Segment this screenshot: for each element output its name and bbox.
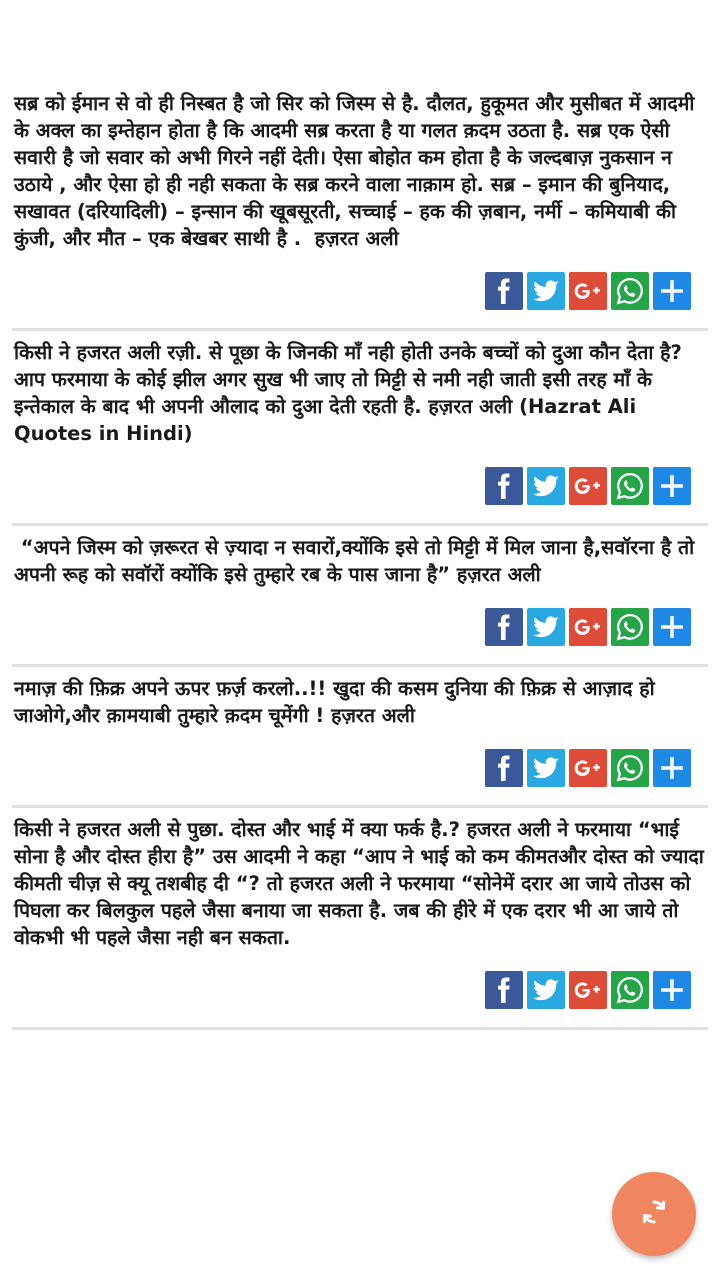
share-bar [12, 608, 708, 646]
share-more-button[interactable] [653, 608, 691, 646]
share-more-button[interactable] [653, 749, 691, 787]
facebook-icon [491, 278, 517, 304]
share-twitter-button[interactable] [527, 272, 565, 310]
share-twitter-button[interactable] [527, 971, 565, 1009]
facebook-icon [491, 473, 517, 499]
share-facebook-button[interactable] [485, 608, 523, 646]
share-more-button[interactable] [653, 467, 691, 505]
share-plus-icon [659, 977, 685, 1003]
refresh-fab[interactable] [612, 1172, 696, 1256]
quote-card [0, 337, 720, 532]
quote-card [0, 88, 720, 337]
share-google-plus-button[interactable] [569, 272, 607, 310]
share-facebook-button[interactable] [485, 749, 523, 787]
quote-text: नमाज़ की फ़िक्र अपने ऊपर फ़र्ज़ करलो..!! खुदा की कसम दुनिया की फ़िक्र से आज़ाद हो जाओगे,और क़ामयाबी तुम्हारे क़दम चूमेंगी ! हज़रत अली [14, 677, 662, 727]
share-twitter-button[interactable] [527, 608, 565, 646]
share-facebook-button[interactable] [485, 272, 523, 310]
whatsapp-icon [615, 753, 645, 783]
share-bar [12, 272, 708, 310]
share-whatsapp-button[interactable] [611, 608, 649, 646]
refresh-icon [637, 1195, 671, 1233]
share-whatsapp-button[interactable] [611, 749, 649, 787]
google-plus-icon [573, 978, 603, 1002]
facebook-icon [491, 614, 517, 640]
google-plus-icon [573, 756, 603, 780]
share-whatsapp-button[interactable] [611, 272, 649, 310]
share-more-button[interactable] [653, 272, 691, 310]
quote-text: “अपने जिस्म को ज़रूरत से ज़्यादा न सवारों,क्योंकि इसे तो मिट्टी में मिल जाना है,सवॉरना है तो अपनी रूह को सवॉरों क्योंकि इसे तुम्हारे रब के पास जाना है” हज़रत अली [14, 536, 701, 586]
share-plus-icon [659, 278, 685, 304]
quote-text: सब्र को ईमान से वो ही निस्बत है जो सिर को जिस्म से है. दौलत, हुकूमत और मुसीबत में आदमी के अक्ल का इम्तेहान होता है कि आदमी सब्र करता है या गलत क़दम उठता है. सब्र एक ऐसी सवारी है जो सवार को अभी गिरने नहीं देती। ऐसा बोहोत कम होता है के जल्दबाज़ नुकसान न उठाये , और ऐसा हो ही नही सकता के सब्र करने वाला नाक़ाम हो. सब्र – इमान की बुनियाद, सखावत (दरियादिली) – इन्सान की खूबसूरती, सच्चाई – हक की ज़बान, नर्मी – कमियाबी की कुंजी, और मौत – एक बेखबर साथी है . हज़रत अली [14, 92, 702, 250]
quote-text: किसी ने हजरत अली से पुछा. दोस्त और भाई में क्या फर्क है.? हजरत अली ने फरमाया “भाई सोना है और दोस्त हीरा है” उस आदमी ने कहा “आप ने भाई को कम कीमतऔर दोस्त को ज्यादा कीमती चीज़ से क्यू तशबीह दी “? तो हजरत अली ने फरमाया “सोनेमें दरार आ जाये तोउस को पिघला कर बिलकुल पहले जैसा बनाया जा सकता है. जब की हीरे में एक दरार भी आ जाये तो वोकभी भी पहले जैसा नही बन सकता. [14, 818, 711, 949]
quote-card [0, 673, 720, 814]
whatsapp-icon [615, 975, 645, 1005]
share-plus-icon [659, 614, 685, 640]
twitter-icon [532, 472, 560, 500]
google-plus-icon [573, 474, 603, 498]
share-google-plus-button[interactable] [569, 467, 607, 505]
share-google-plus-button[interactable] [569, 971, 607, 1009]
share-whatsapp-button[interactable] [611, 971, 649, 1009]
share-facebook-button[interactable] [485, 971, 523, 1009]
twitter-icon [532, 976, 560, 1004]
share-twitter-button[interactable] [527, 749, 565, 787]
whatsapp-icon [615, 276, 645, 306]
share-bar [12, 467, 708, 505]
twitter-icon [532, 613, 560, 641]
facebook-icon [491, 755, 517, 781]
quote-card [0, 814, 720, 1036]
share-google-plus-button[interactable] [569, 608, 607, 646]
google-plus-icon [573, 279, 603, 303]
facebook-icon [491, 977, 517, 1003]
share-plus-icon [659, 473, 685, 499]
share-twitter-button[interactable] [527, 467, 565, 505]
twitter-icon [532, 754, 560, 782]
twitter-icon [532, 277, 560, 305]
share-bar [12, 971, 708, 1009]
quote-feed[interactable] [0, 88, 720, 1036]
quote-card [0, 532, 720, 673]
share-bar [12, 749, 708, 787]
google-plus-icon [573, 615, 603, 639]
share-facebook-button[interactable] [485, 467, 523, 505]
whatsapp-icon [615, 471, 645, 501]
share-plus-icon [659, 755, 685, 781]
quote-text: किसी ने हजरत अली रज़ी. से पूछा के जिनकी माँ नही होती उनके बच्चों को दुआ कौन देता है? आप फरमाया के कोई झील अगर सुख भी जाए तो मिट्टी से नमी नही जाती इसी तरह माँ के इन्तेकाल के बाद भी अपनी औलाद को दुआ देती रहती है. हज़रत अली (Hazrat Ali Quotes in Hindi) [14, 341, 689, 445]
share-whatsapp-button[interactable] [611, 467, 649, 505]
whatsapp-icon [615, 612, 645, 642]
share-google-plus-button[interactable] [569, 749, 607, 787]
share-more-button[interactable] [653, 971, 691, 1009]
